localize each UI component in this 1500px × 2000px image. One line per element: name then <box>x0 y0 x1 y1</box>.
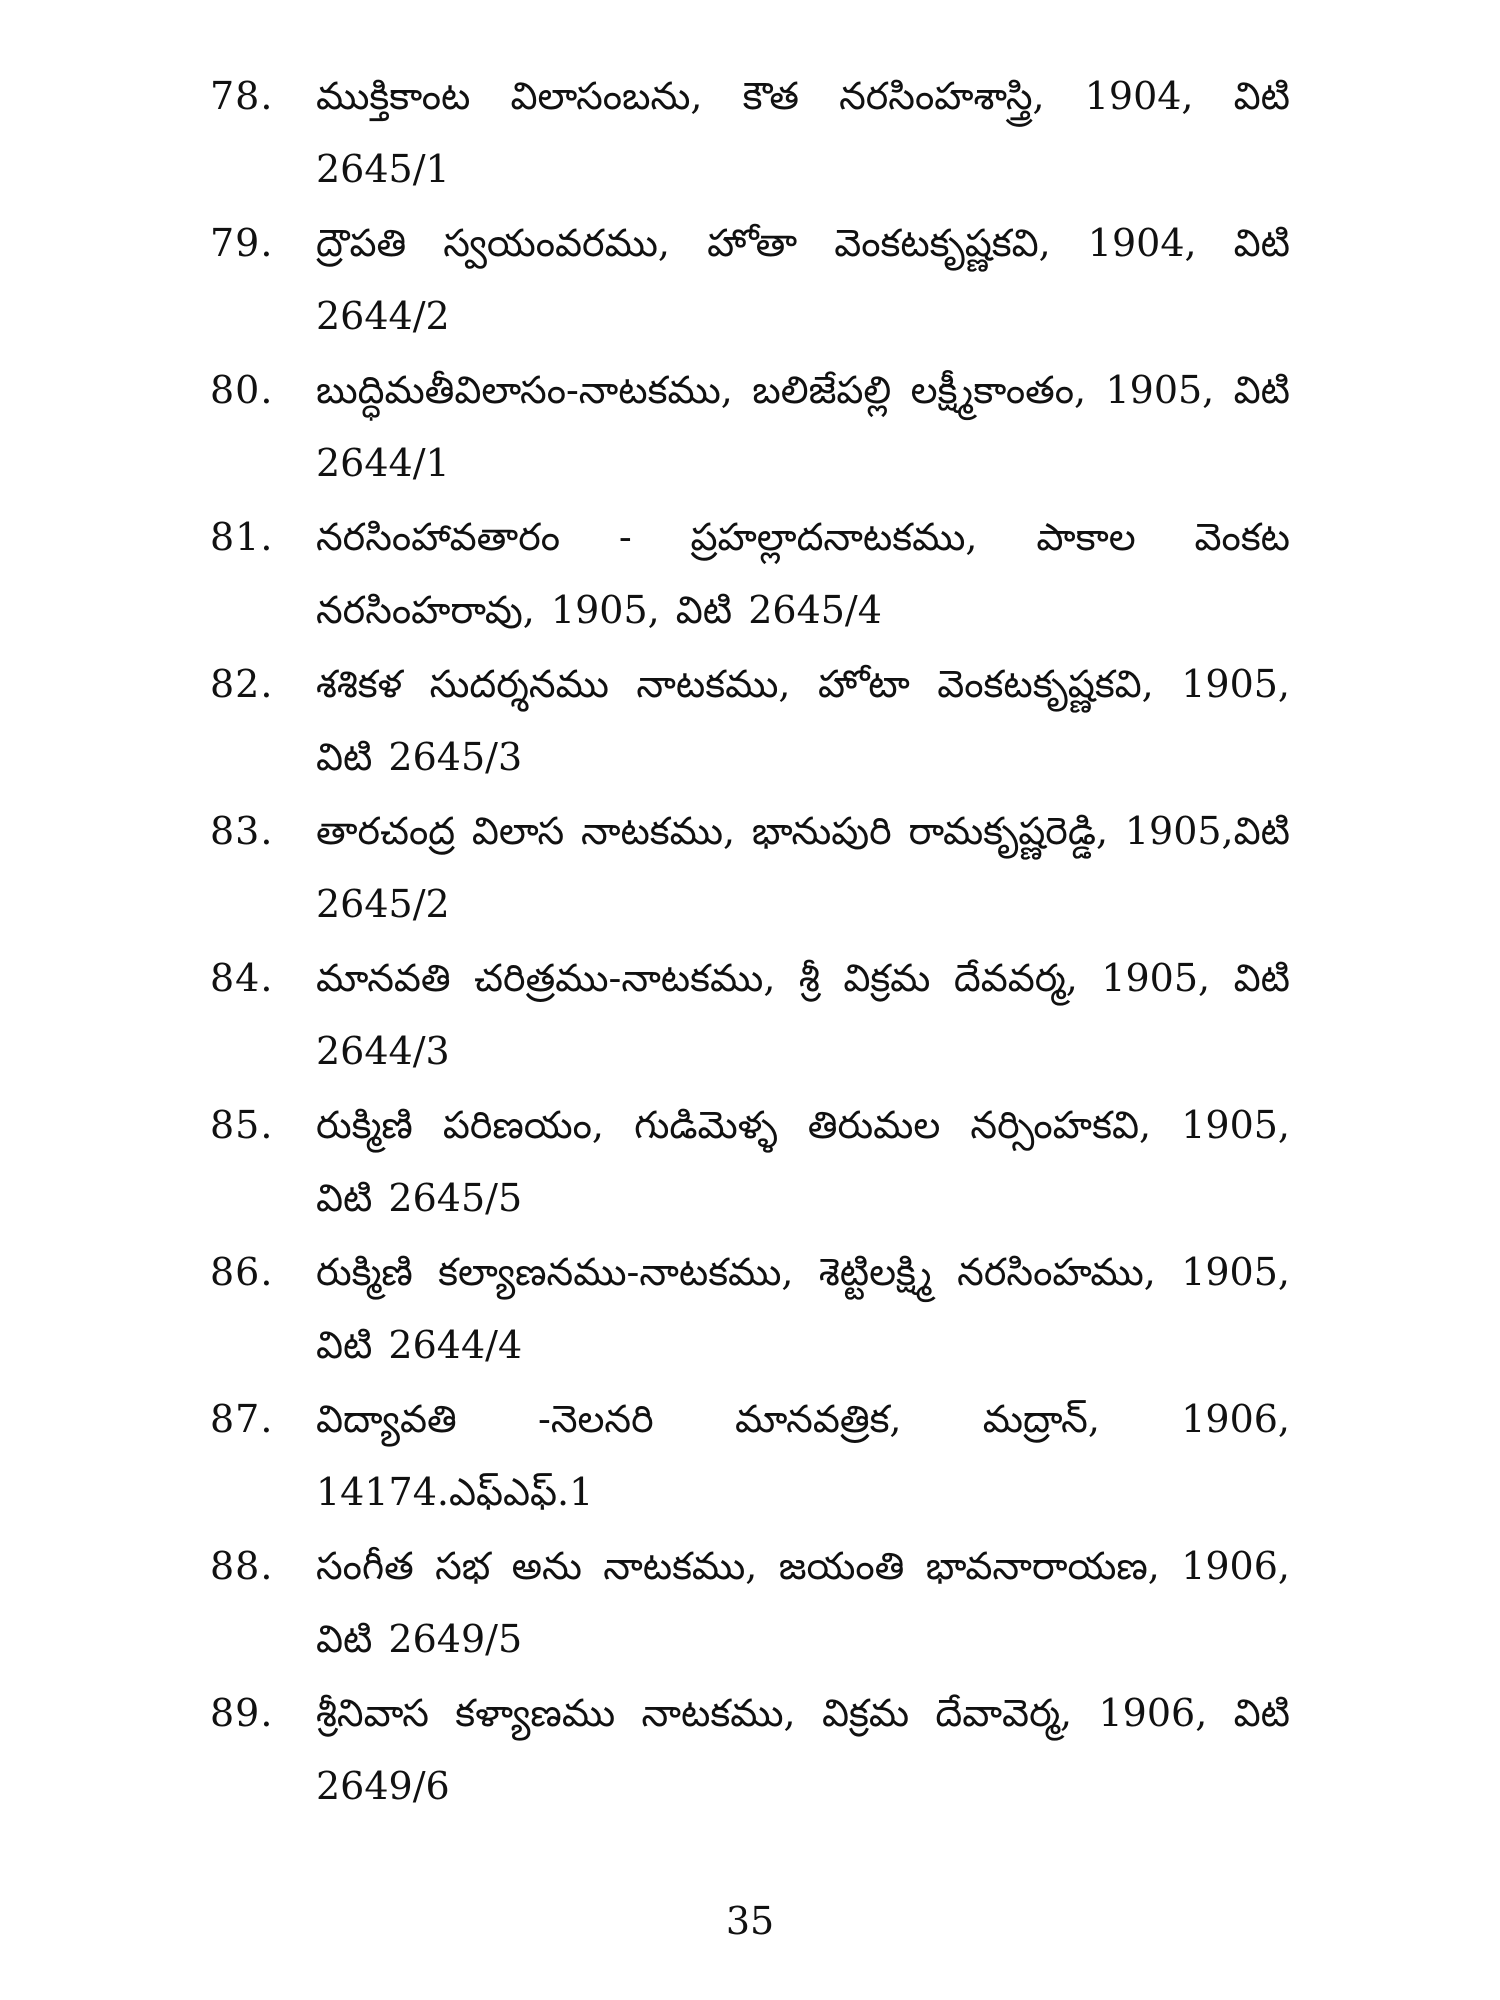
entry-number: 81. <box>210 515 274 559</box>
list-item <box>210 60 1290 206</box>
entry-number: 88. <box>210 1544 274 1588</box>
list-item <box>210 1236 1290 1382</box>
entry-number: 86. <box>210 1250 274 1294</box>
entry-text: తారచంద్ర విలాస నాటకము, భానుపురి రామకృష్ణరెడ్డి, 1905,విటి 2645/2 <box>316 809 1290 926</box>
entry-text: బుద్ధిమతీవిలాసం-నాటకము, బలిజేపల్లి లక్ష్మీకాంతం, 1905, విటి 2644/1 <box>316 368 1290 485</box>
entry-number: 89. <box>210 1691 274 1735</box>
entry-text: మానవతి చరిత్రము-నాటకము, శ్రీ విక్రమ దేవవర్మ, 1905, విటి 2644/3 <box>316 956 1290 1073</box>
entry-number: 80. <box>210 368 274 412</box>
entry-text: ద్రౌపతి స్వయంవరము, హోతా వెంకటకృష్ణకవి, 1904, విటి 2644/2 <box>316 221 1290 338</box>
entry-text: రుక్మిణి పరిణయం, గుడిమెళ్ళ తిరుమల నర్సింహకవి, 1905, విటి 2645/5 <box>316 1103 1290 1220</box>
entry-text: రుక్మిణి కల్యాణనము-నాటకము, శెట్టిలక్ష్మి నరసింహము, 1905, విటి 2644/4 <box>316 1250 1290 1367</box>
entry-text: విద్యావతి -నెలనరి మానవత్రిక, మద్రాన్, 1906, 14174.ఎఫ్ఎఫ్.1 <box>316 1397 1290 1514</box>
page-number: 35 <box>725 1899 775 1943</box>
entry-number: 78. <box>210 74 274 118</box>
entry-text: శ్రీనివాస కళ్యాణము నాటకము, విక్రమ దేవావెర్మ, 1906, విటి 2649/6 <box>316 1691 1290 1808</box>
bibliography-list <box>210 60 1290 1824</box>
entry-number: 79. <box>210 221 274 265</box>
list-item <box>210 207 1290 353</box>
entry-number: 84. <box>210 956 274 1000</box>
entry-number: 82. <box>210 662 274 706</box>
list-item <box>210 1383 1290 1529</box>
list-item <box>210 1089 1290 1235</box>
entry-text: ముక్తికాంట విలాసంబను, కౌత నరసింహశాస్త్రి, 1904, విటి 2645/1 <box>316 74 1290 191</box>
entry-text: నరసింహావతారం - ప్రహల్లాదనాటకము, పాకాల వెంకట నరసింహరావు, 1905, విటి 2645/4 <box>316 515 1290 632</box>
list-item <box>210 795 1290 941</box>
list-item <box>210 501 1290 647</box>
list-item <box>210 1677 1290 1823</box>
list-item <box>210 942 1290 1088</box>
list-item <box>210 354 1290 500</box>
entry-text: శశికళ సుదర్శనము నాటకము, హోటా వెంకటకృష్ణకవి, 1905, విటి 2645/3 <box>316 662 1290 779</box>
entry-text: సంగీత సభ అను నాటకము, జయంతి భావనారాయణ, 1906, విటి 2649/5 <box>316 1544 1290 1661</box>
entry-number: 83. <box>210 809 274 853</box>
entry-number: 85. <box>210 1103 274 1147</box>
entry-number: 87. <box>210 1397 274 1441</box>
list-item <box>210 648 1290 794</box>
list-item <box>210 1530 1290 1676</box>
